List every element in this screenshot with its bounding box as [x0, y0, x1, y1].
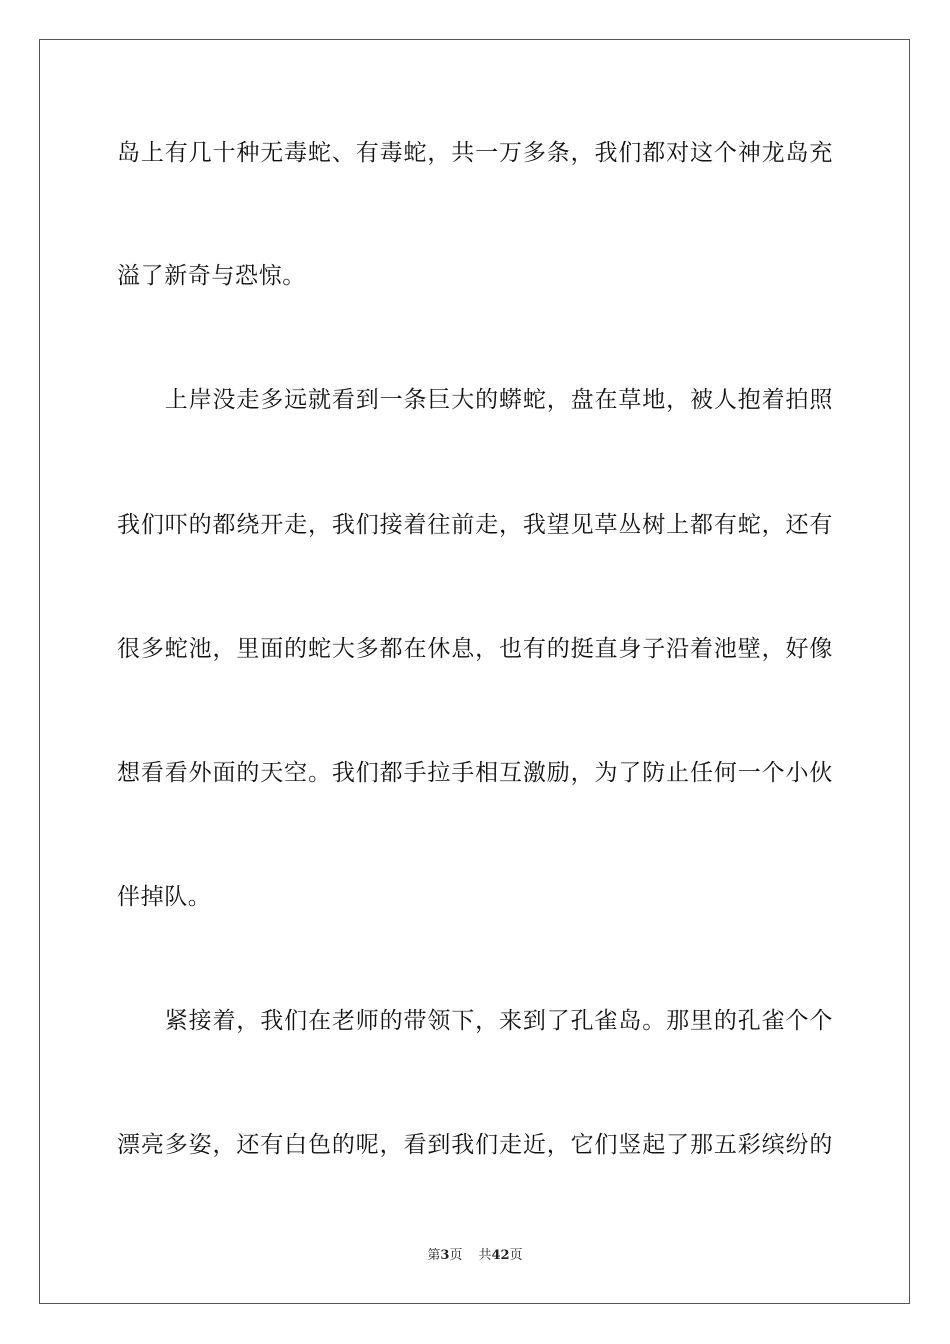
text-line: 伴掉队。 — [117, 884, 212, 910]
page-border — [39, 39, 910, 1304]
page-suffix: 页 — [449, 1248, 463, 1263]
page-number: 3 — [440, 1248, 450, 1263]
total-prefix: 共 — [478, 1248, 492, 1263]
text-line: 紧接着，我们在老师的带领下，来到了孔雀岛。那里的孔雀个个 — [117, 1008, 833, 1034]
text-line: 溢了新奇与恐惊。 — [117, 263, 306, 289]
text-line: 上岸没走多远就看到一条巨大的蟒蛇，盘在草地，被人抱着拍照 — [117, 387, 833, 413]
text-line: 想看看外面的天空。我们都手拉手相互激励，为了防止任何一个小伙 — [117, 760, 833, 786]
page-prefix: 第 — [427, 1248, 441, 1263]
page-footer — [0, 1247, 950, 1265]
total-suffix: 页 — [509, 1248, 523, 1263]
total-pages: 42 — [491, 1248, 510, 1263]
text-line: 我们吓的都绕开走，我们接着往前走，我望见草丛树上都有蛇，还有 — [117, 512, 833, 538]
text-line: 岛上有几十种无毒蛇、有毒蛇，共一万多条，我们都对这个神龙岛充 — [117, 140, 833, 166]
text-line: 漂亮多姿，还有白色的呢，看到我们走近，它们竖起了那五彩缤纷的 — [117, 1132, 833, 1158]
text-line: 很多蛇池，里面的蛇大多都在休息，也有的挺直身子沿着池壁，好像 — [117, 636, 833, 662]
